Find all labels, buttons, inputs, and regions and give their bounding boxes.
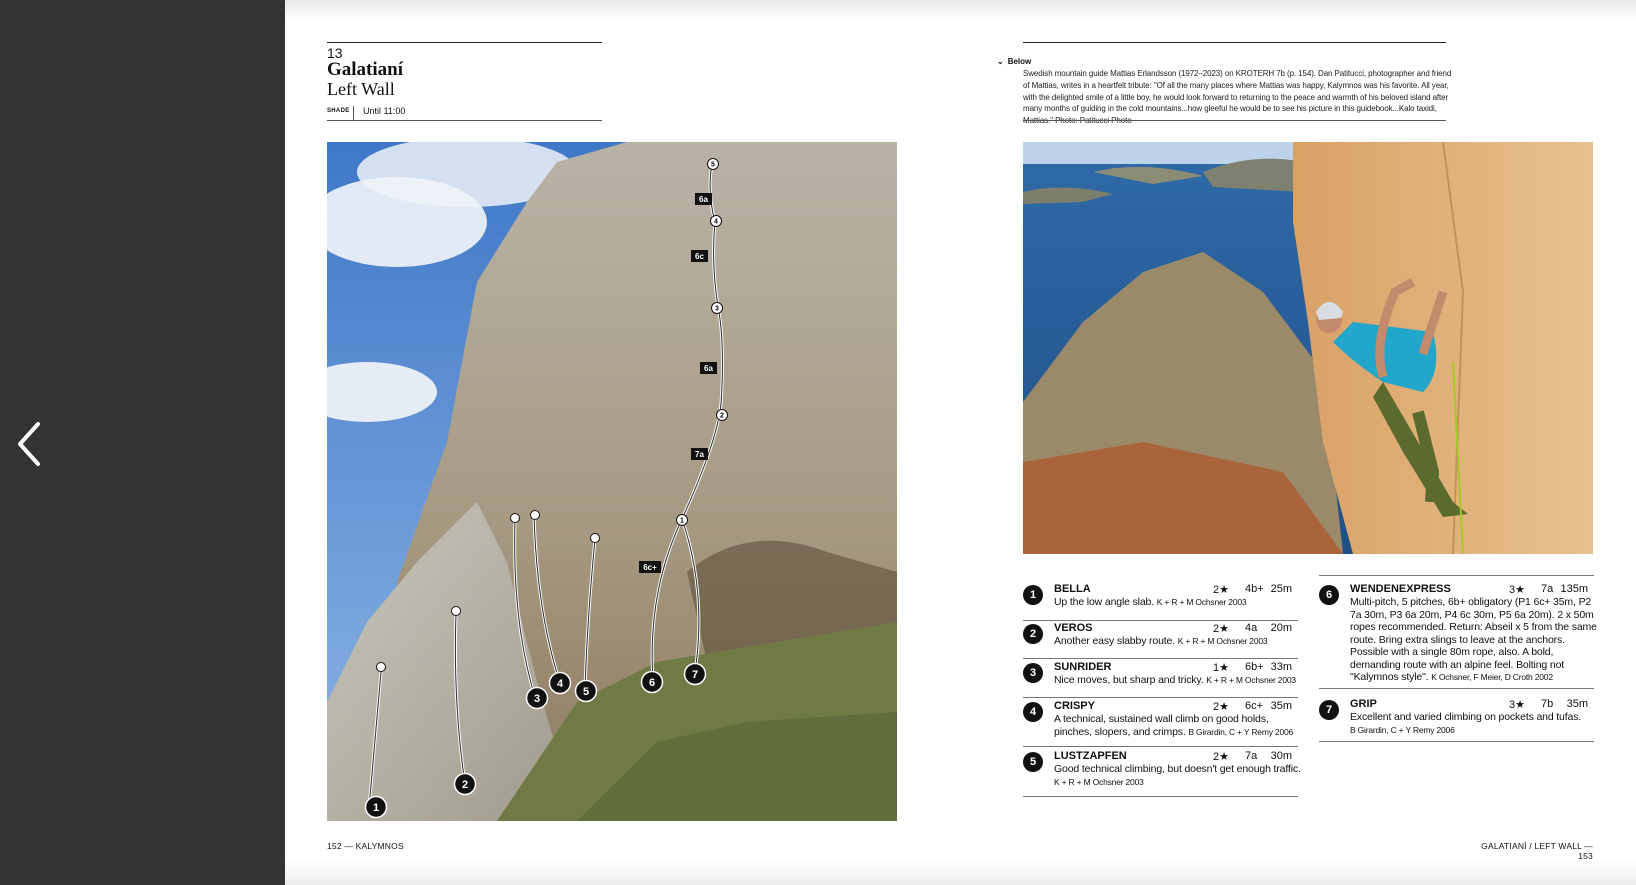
belay-marker [677,515,688,526]
route-entry [1023,750,1301,798]
pitch-grade-label [691,448,708,460]
route-stars: 2★ [1213,751,1229,763]
header-rule [1023,42,1446,43]
route-name: VEROS [1054,622,1093,634]
route-grade: 7a [1541,583,1554,595]
svg-text:3: 3 [715,305,719,313]
page-folio-left: 152 — KALYMNOS [327,841,404,851]
topo-photo [327,142,897,821]
svg-text:2: 2 [461,779,469,791]
route-length: 135m [1560,583,1588,595]
pitch-grade-label [639,561,661,573]
route-name: BELLA [1054,583,1091,595]
pitch-grade-label [691,250,708,262]
page-folio-right: GALATIANÍ / LEFT WALL — 153 [1481,841,1593,861]
route-marker [455,774,476,795]
svg-text:6c+: 6c+ [643,563,657,572]
climber-photo [1023,142,1593,554]
divider [1023,620,1298,621]
book-spread [285,0,1636,885]
route-name: GRIP [1350,698,1377,710]
divider [1023,796,1298,797]
route-stars: 2★ [1213,584,1229,596]
route-entry [1319,698,1594,738]
crag-subtitle: Left Wall [327,79,395,99]
route-name: SUNRIDER [1054,661,1112,673]
route-credit: K + R + M Ochsner 2003 [1206,675,1296,685]
route-stars: 3★ [1509,584,1525,596]
caption-heading: ⌄ Below [997,57,1032,66]
svg-text:3: 3 [533,693,541,705]
svg-text:5: 5 [582,686,590,698]
belay-marker [708,159,719,170]
route-description: Another easy slabby route. K + R + M Ochsner 2003 [1054,635,1268,647]
route-number-badge: 5 [1023,752,1043,772]
route-description: Up the low angle slab. K + R + M Ochsner 2003 [1054,596,1247,608]
svg-text:7a: 7a [695,450,704,459]
svg-text:6: 6 [648,677,656,689]
route-length: 33m [1270,661,1292,673]
svg-text:6c: 6c [695,252,704,261]
route-grade: 6b+ [1245,661,1264,673]
route-stars: 3★ [1509,699,1525,711]
divider [1319,688,1594,689]
divider [1319,741,1594,742]
route-name: CRISPY [1054,700,1095,712]
route-stars: 2★ [1213,623,1229,635]
route-entry [1023,622,1298,660]
route-number-badge: 4 [1023,702,1043,722]
svg-text:6a: 6a [704,364,713,373]
belay-marker [712,303,723,314]
viewer-sidebar [0,0,285,885]
route-length: 20m [1270,622,1292,634]
route-description: Excellent and varied climbing on pockets and tufas. B Girardin, C + Y Remy 2006 [1350,711,1582,735]
route-marker [685,664,706,685]
pitch-grade-label [700,362,717,374]
route-credit: K + R + M Ochsner 2003 [1054,776,1144,787]
route-number-badge: 1 [1023,585,1043,605]
route-stars: 1★ [1213,662,1229,674]
route-description: Multi-pitch, 5 pitches, 6b+ obligatory (P1 6c+ 35m, P2 7a 30m, P3 6a 20m, P4 6c 30m, P5 6a 20m). 2 x 50m ropes recommended. Return: Abseil x 5 from the same route. Bring extra slings to leave at the anchors. Possible with a single 80m rope, also. A bold, demanding route with an alpine feel. Bolting not "Kalymnos style". K Ochsner, F Meier, D Croth 2002 [1350,596,1597,683]
route-credit: B Girardin, C + Y Remy 2006 [1188,726,1294,737]
svg-text:6a: 6a [699,195,708,204]
route-name: LUSTZAPFEN [1054,750,1127,762]
back-arrow-icon[interactable] [14,418,50,470]
route-number-badge: 3 [1023,663,1043,683]
shade-value: Until 11:00 [363,106,406,116]
svg-text:4: 4 [556,678,564,690]
route-entry [1023,583,1298,621]
crag-number: 13 [327,45,343,61]
route-number-badge: 7 [1319,700,1339,720]
route-marker [642,672,663,693]
svg-text:1: 1 [372,802,380,814]
route-length: 35m [1566,698,1588,710]
svg-text:1: 1 [680,517,684,525]
route-marker [550,673,571,694]
divider [1023,746,1298,747]
route-length: 35m [1270,700,1292,712]
route-credit: K + R + M Ochsner 2003 [1177,636,1268,646]
route-credit: K + R + M Ochsner 2003 [1156,597,1247,607]
svg-text:4: 4 [714,218,718,226]
svg-text:7: 7 [691,669,699,681]
route-number-badge: 2 [1023,624,1043,644]
crag-title: Galatianí [327,59,404,80]
divider [1023,120,1446,121]
route-entry [1319,583,1597,688]
route-marker [527,688,548,709]
route-description: A technical, sustained wall climb on good holds, pinches, slopers, and crimps. B Girardin, C + Y Remy 2006 [1054,713,1294,738]
route-number-badge: 6 [1319,585,1339,605]
chevron-down-icon: ⌄ [997,57,1004,66]
route-stars: 2★ [1213,701,1229,713]
belay-marker [717,410,728,421]
route-description: Good technical climbing, but doesn't get enough traffic. K + R + M Ochsner 2003 [1054,763,1301,787]
photo-caption: Swedish mountain guide Mattias Erlandsson (1972–2023) on KROTERH 7b (p. 154). Dan Patitucci, photographer and friend of Mattias, writes in a heartfelt tribute: "Of all the many places where Mattias was happy, Kalymnos was his favorite. All year, with the delighted smile of a little boy, he would look forward to returning to the peace and warmth of his beloved island after many months of guiding in the cold mountains...how gleeful he would be to see his picture in this guidebook...Kalo taxidi, Mattias." Photo: Patitucci Photo [1023,69,1452,126]
divider [327,120,602,121]
route-name: WENDENEXPRESS [1350,583,1451,595]
route-grade: 4a [1245,622,1258,634]
route-grade: 6c+ [1245,700,1264,712]
header-rule [327,42,602,43]
shade-label: SHADE [327,108,350,114]
route-length: 30m [1270,750,1292,762]
pitch-grade-label [695,193,712,205]
route-marker [576,681,597,702]
route-grade: 7b [1541,698,1554,710]
svg-text:2: 2 [720,412,724,420]
divider [1023,658,1298,659]
route-length: 25m [1270,583,1292,595]
route-credit: B Girardin, C + Y Remy 2006 [1350,724,1455,735]
route-grade: 7a [1245,750,1258,762]
route-description: Nice moves, but sharp and tricky. K + R + M Ochsner 2003 [1054,674,1296,686]
divider [1023,697,1298,698]
route-marker [366,797,387,818]
route-entry [1023,700,1298,750]
divider [1319,575,1594,576]
route-credit: K Ochsner, F Meier, D Croth 2002 [1431,672,1553,682]
route-entry [1023,661,1298,699]
belay-marker [711,216,722,227]
route-grade: 4b+ [1245,583,1264,595]
svg-text:5: 5 [711,161,715,169]
divider [353,106,354,121]
